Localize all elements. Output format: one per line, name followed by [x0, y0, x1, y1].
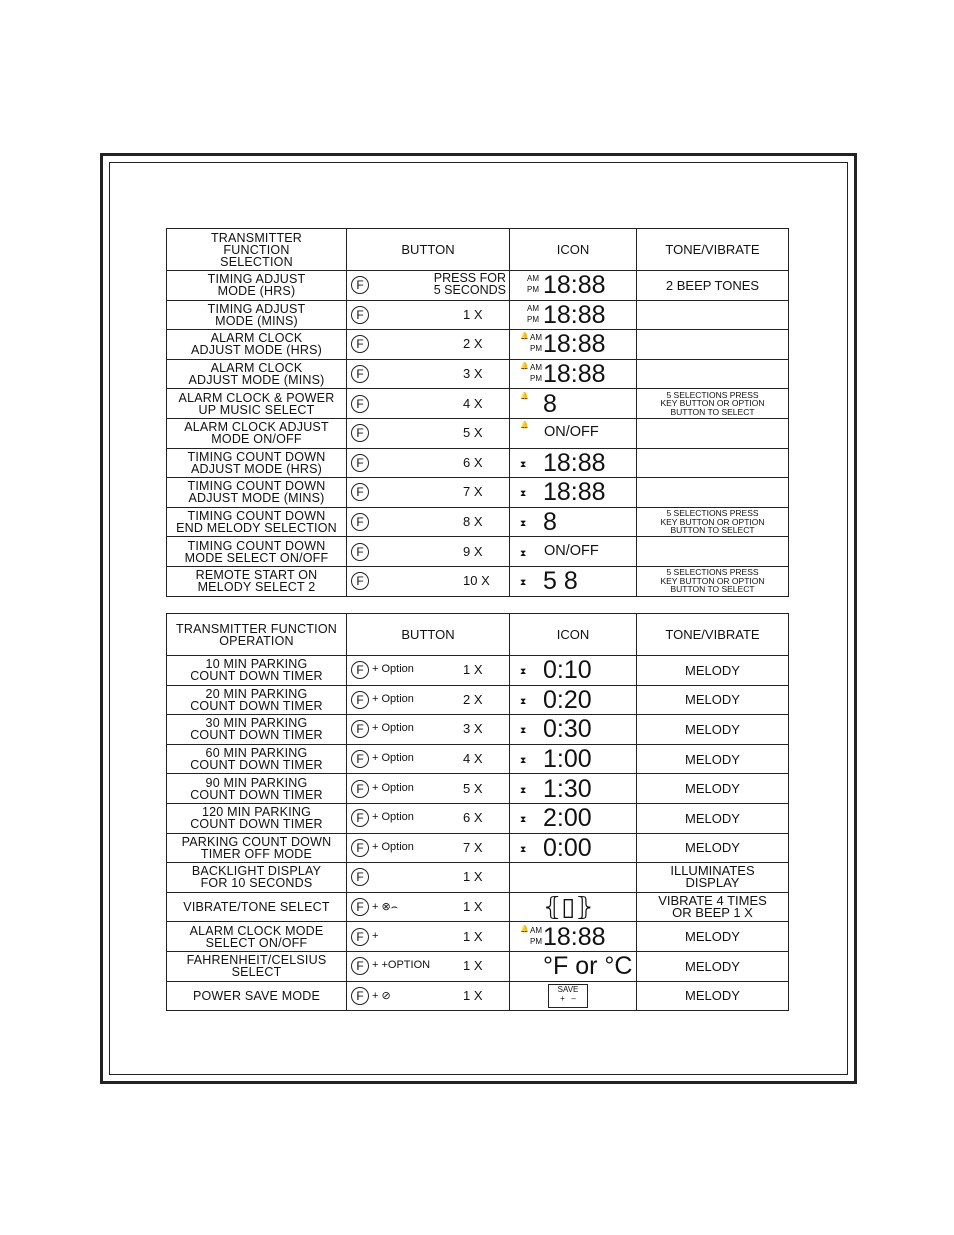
- function-cell: BACKLIGHT DISPLAY FOR 10 SECONDS: [167, 863, 347, 893]
- table-row: [167, 685, 789, 715]
- function-cell: 20 MIN PARKING COUNT DOWN TIMER: [167, 685, 347, 715]
- tone-cell: MELODY: [637, 774, 789, 804]
- function-selection-table: [166, 228, 789, 597]
- header-icon: ICON: [510, 229, 637, 271]
- button-cell: [347, 774, 510, 804]
- am-pm-indicator: AM PM: [527, 274, 539, 295]
- tone-cell: MELODY: [637, 715, 789, 745]
- icon-cell: [510, 448, 637, 478]
- option-key-label: +: [372, 929, 379, 942]
- icon-cell: [510, 951, 637, 981]
- f-key-icon: F: [351, 957, 369, 975]
- function-cell: REMOTE START ON MELODY SELECT 2: [167, 566, 347, 596]
- f-key-icon: F: [351, 483, 369, 501]
- bell-icon: 🔔: [520, 392, 529, 400]
- f-key-icon: F: [351, 750, 369, 768]
- hourglass-icon: ⧗: [520, 458, 527, 469]
- display-readout: 18:88: [543, 478, 606, 507]
- table-header-row: [167, 614, 789, 656]
- table-row: [167, 330, 789, 360]
- button-cell: [347, 330, 510, 360]
- table-row: [167, 863, 789, 893]
- icon-cell: [510, 507, 637, 537]
- display-readout: 18:88: [543, 922, 606, 951]
- option-key-label: + Option: [372, 811, 414, 824]
- press-count: 2 X: [463, 691, 483, 707]
- table-row: [167, 478, 789, 508]
- function-cell: POWER SAVE MODE: [167, 981, 347, 1011]
- hourglass-icon: ⧗: [520, 784, 527, 795]
- tone-cell: 5 SELECTIONS PRESS KEY BUTTON OR OPTION BUTTON TO SELECT: [637, 389, 789, 419]
- table-row: [167, 566, 789, 596]
- display-readout: 1:00: [543, 745, 592, 774]
- hourglass-icon: ⧗: [520, 843, 527, 854]
- f-key-icon: F: [351, 720, 369, 738]
- display-readout: ⦃▯⦄: [543, 893, 594, 922]
- display-readout: 0:00: [543, 833, 592, 862]
- hourglass-icon: ⧗: [520, 547, 527, 558]
- press-count: 1 X: [463, 928, 483, 944]
- button-cell: [347, 981, 510, 1011]
- button-cell: [347, 537, 510, 567]
- f-key-icon: F: [351, 335, 369, 353]
- display-readout: 8: [543, 389, 557, 418]
- f-key-icon: F: [351, 898, 369, 916]
- function-cell: ALARM CLOCK ADJUST MODE ON/OFF: [167, 418, 347, 448]
- hourglass-icon: ⧗: [520, 814, 527, 825]
- hourglass-icon: ⧗: [520, 725, 527, 736]
- function-cell: VIBRATE/TONE SELECT: [167, 892, 347, 922]
- table-header-row: [167, 229, 789, 271]
- table-row: [167, 418, 789, 448]
- icon-cell: [510, 330, 637, 360]
- f-key-icon: F: [351, 543, 369, 561]
- hourglass-icon: ⧗: [520, 518, 527, 529]
- display-readout: 2:00: [543, 804, 592, 833]
- button-cell: [347, 951, 510, 981]
- function-cell: ALARM CLOCK ADJUST MODE (MINS): [167, 359, 347, 389]
- function-cell: ALARM CLOCK ADJUST MODE (HRS): [167, 330, 347, 360]
- f-key-icon: F: [351, 839, 369, 857]
- table-row: [167, 833, 789, 863]
- function-cell: ALARM CLOCK & POWER UP MUSIC SELECT: [167, 389, 347, 419]
- table-row: [167, 359, 789, 389]
- tone-cell: MELODY: [637, 744, 789, 774]
- f-key-icon: F: [351, 572, 369, 590]
- icon-cell: [510, 863, 637, 893]
- button-cell: [347, 418, 510, 448]
- display-readout: 0:30: [543, 715, 592, 744]
- icon-cell: [510, 478, 637, 508]
- bell-icon: 🔔: [520, 925, 529, 933]
- tone-cell: [637, 537, 789, 567]
- display-readout: °F or °C: [543, 952, 633, 981]
- icon-cell: [510, 833, 637, 863]
- press-count: 7 X: [463, 484, 483, 500]
- f-key-icon: F: [351, 276, 369, 294]
- table-row: [167, 507, 789, 537]
- am-pm-indicator: AM PM: [530, 363, 542, 384]
- icon-cell: [510, 685, 637, 715]
- button-cell: [347, 507, 510, 537]
- display-readout: 8: [543, 508, 557, 537]
- f-key-icon: F: [351, 513, 369, 531]
- tone-cell: [637, 300, 789, 330]
- f-key-icon: F: [351, 661, 369, 679]
- power-save-icon: SAVE + –: [548, 984, 588, 1008]
- display-readout: ON/OFF: [544, 542, 599, 559]
- table-row: [167, 300, 789, 330]
- function-cell: 120 MIN PARKING COUNT DOWN TIMER: [167, 803, 347, 833]
- table-row: [167, 774, 789, 804]
- function-cell: 10 MIN PARKING COUNT DOWN TIMER: [167, 656, 347, 686]
- press-count: 5 X: [463, 780, 483, 796]
- icon-cell: [510, 744, 637, 774]
- press-count: 2 X: [463, 336, 483, 352]
- function-cell: 90 MIN PARKING COUNT DOWN TIMER: [167, 774, 347, 804]
- button-cell: [347, 566, 510, 596]
- press-count: 7 X: [463, 839, 483, 855]
- display-readout: 18:88: [543, 360, 606, 389]
- header-function: TRANSMITTER FUNCTION SELECTION: [167, 229, 347, 271]
- icon-cell: [510, 418, 637, 448]
- function-cell: TIMING ADJUST MODE (MINS): [167, 300, 347, 330]
- display-readout: 0:10: [543, 656, 592, 685]
- f-key-icon: F: [351, 780, 369, 798]
- press-count: 6 X: [463, 454, 483, 470]
- tone-cell: [637, 478, 789, 508]
- press-count: 3 X: [463, 721, 483, 737]
- table-row: [167, 271, 789, 301]
- press-count: 3 X: [463, 366, 483, 382]
- bell-icon: 🔔: [520, 422, 529, 430]
- am-pm-indicator: AM PM: [530, 333, 542, 354]
- header-button: BUTTON: [347, 614, 510, 656]
- icon-cell: [510, 981, 637, 1011]
- function-cell: TIMING COUNT DOWN ADJUST MODE (HRS): [167, 448, 347, 478]
- display-readout: 1:30: [543, 774, 592, 803]
- press-count: 5 X: [463, 425, 483, 441]
- display-readout: 18:88: [543, 300, 606, 329]
- f-key-icon: F: [351, 868, 369, 886]
- tone-cell: 5 SELECTIONS PRESS KEY BUTTON OR OPTION BUTTON TO SELECT: [637, 507, 789, 537]
- function-cell: 60 MIN PARKING COUNT DOWN TIMER: [167, 744, 347, 774]
- button-cell: [347, 656, 510, 686]
- function-cell: ALARM CLOCK MODE SELECT ON/OFF: [167, 922, 347, 952]
- table-row: [167, 744, 789, 774]
- f-key-icon: F: [351, 987, 369, 1005]
- f-key-icon: F: [351, 306, 369, 324]
- option-key-label: + Option: [372, 781, 414, 794]
- button-cell: [347, 300, 510, 330]
- icon-cell: [510, 537, 637, 567]
- table-row: [167, 389, 789, 419]
- f-key-icon: F: [351, 928, 369, 946]
- press-count: 1 X: [463, 987, 483, 1003]
- option-key-label: + +OPTION: [372, 959, 431, 972]
- hourglass-icon: ⧗: [520, 755, 527, 766]
- display-readout: 5 8: [543, 567, 578, 596]
- tone-cell: [637, 330, 789, 360]
- table-row: [167, 448, 789, 478]
- icon-cell: [510, 271, 637, 301]
- function-cell: PARKING COUNT DOWN TIMER OFF MODE: [167, 833, 347, 863]
- display-readout: 18:88: [543, 448, 606, 477]
- icon-cell: [510, 774, 637, 804]
- function-cell: TIMING COUNT DOWN END MELODY SELECTION: [167, 507, 347, 537]
- hourglass-icon: ⧗: [520, 577, 527, 588]
- press-count: 9 X: [463, 543, 483, 559]
- header-tone: TONE/VIBRATE: [637, 229, 789, 271]
- press-count: 1 X: [463, 958, 483, 974]
- press-count: 1 X: [463, 306, 483, 322]
- table-row: [167, 803, 789, 833]
- press-count: 4 X: [463, 395, 483, 411]
- press-count: 1 X: [463, 899, 483, 915]
- f-key-icon: F: [351, 424, 369, 442]
- tone-cell: MELODY: [637, 922, 789, 952]
- press-count: 10 X: [463, 573, 490, 589]
- button-cell: [347, 803, 510, 833]
- f-key-icon: F: [351, 395, 369, 413]
- f-key-icon: F: [351, 454, 369, 472]
- icon-cell: [510, 566, 637, 596]
- header-tone: TONE/VIBRATE: [637, 614, 789, 656]
- header-button: BUTTON: [347, 229, 510, 271]
- tone-cell: ILLUMINATES DISPLAY: [637, 863, 789, 893]
- option-key-label: + ⊗⌢: [372, 901, 398, 914]
- option-key-label: + Option: [372, 840, 414, 853]
- press-count: 6 X: [463, 810, 483, 826]
- icon-cell: [510, 389, 637, 419]
- bell-icon: 🔔: [520, 333, 529, 341]
- table-row: [167, 951, 789, 981]
- button-cell: [347, 833, 510, 863]
- f-key-icon: F: [351, 365, 369, 383]
- function-cell: TIMING COUNT DOWN MODE SELECT ON/OFF: [167, 537, 347, 567]
- tone-cell: VIBRATE 4 TIMES OR BEEP 1 X: [637, 892, 789, 922]
- icon-cell: [510, 656, 637, 686]
- tone-cell: [637, 418, 789, 448]
- hourglass-icon: ⧗: [520, 488, 527, 499]
- f-key-icon: F: [351, 809, 369, 827]
- button-cell: [347, 715, 510, 745]
- tone-cell: [637, 448, 789, 478]
- tone-cell: [637, 359, 789, 389]
- button-cell: [347, 685, 510, 715]
- button-cell: [347, 922, 510, 952]
- option-key-label: + ⊘: [372, 989, 391, 1002]
- table-row: [167, 892, 789, 922]
- press-count: 1 X: [463, 869, 483, 885]
- icon-cell: [510, 922, 637, 952]
- display-readout: ON/OFF: [544, 424, 599, 441]
- function-operation-table: [166, 613, 789, 1011]
- tone-cell: MELODY: [637, 685, 789, 715]
- press-count: 4 X: [463, 751, 483, 767]
- header-icon: ICON: [510, 614, 637, 656]
- function-cell: TIMING ADJUST MODE (HRS): [167, 271, 347, 301]
- display-readout: 18:88: [543, 330, 606, 359]
- option-key-label: + Option: [372, 692, 414, 705]
- function-cell: TIMING COUNT DOWN ADJUST MODE (MINS): [167, 478, 347, 508]
- f-key-icon: F: [351, 691, 369, 709]
- icon-cell: [510, 803, 637, 833]
- am-pm-indicator: AM PM: [530, 925, 542, 946]
- function-cell: FAHRENHEIT/CELSIUS SELECT: [167, 951, 347, 981]
- tone-cell: MELODY: [637, 656, 789, 686]
- button-cell: [347, 448, 510, 478]
- table-row: [167, 656, 789, 686]
- icon-cell: [510, 359, 637, 389]
- bell-icon: 🔔: [520, 363, 529, 371]
- button-cell: [347, 389, 510, 419]
- function-cell: 30 MIN PARKING COUNT DOWN TIMER: [167, 715, 347, 745]
- icon-cell: [510, 300, 637, 330]
- button-cell: [347, 863, 510, 893]
- header-function: TRANSMITTER FUNCTION OPERATION: [167, 614, 347, 656]
- display-readout: 18:88: [543, 271, 606, 300]
- press-count: 8 X: [463, 514, 483, 530]
- button-cell: [347, 359, 510, 389]
- tone-cell: MELODY: [637, 981, 789, 1011]
- button-cell: [347, 271, 510, 301]
- option-key-label: + Option: [372, 752, 414, 765]
- tone-cell: MELODY: [637, 803, 789, 833]
- button-cell: [347, 744, 510, 774]
- tone-cell: 2 BEEP TONES: [637, 271, 789, 301]
- table-row: [167, 981, 789, 1011]
- table-row: [167, 715, 789, 745]
- option-key-label: + Option: [372, 722, 414, 735]
- am-pm-indicator: AM PM: [527, 303, 539, 324]
- option-key-label: + Option: [372, 663, 414, 676]
- tone-cell: 5 SELECTIONS PRESS KEY BUTTON OR OPTION BUTTON TO SELECT: [637, 566, 789, 596]
- button-cell: [347, 892, 510, 922]
- display-readout: 0:20: [543, 685, 592, 714]
- hourglass-icon: ⧗: [520, 695, 527, 706]
- icon-cell: [510, 715, 637, 745]
- table-row: [167, 922, 789, 952]
- tone-cell: MELODY: [637, 833, 789, 863]
- hourglass-icon: ⧗: [520, 666, 527, 677]
- press-count: 1 X: [463, 662, 483, 678]
- table-row: [167, 537, 789, 567]
- tone-cell: MELODY: [637, 951, 789, 981]
- icon-cell: [510, 892, 637, 922]
- press-instruction: PRESS FOR 5 SECONDS: [433, 271, 506, 298]
- button-cell: [347, 478, 510, 508]
